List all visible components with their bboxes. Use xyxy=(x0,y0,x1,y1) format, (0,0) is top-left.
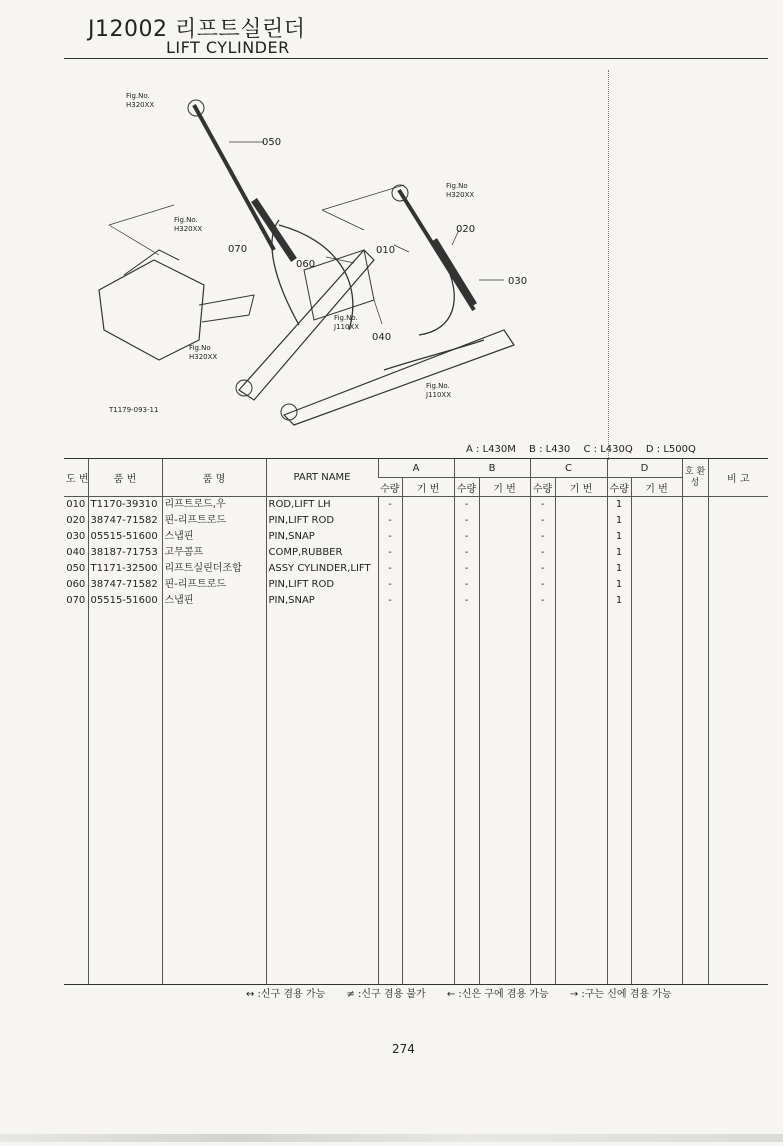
col-qty-a: 수량 xyxy=(378,478,402,497)
qty-b-cell: - xyxy=(454,545,479,561)
scan-edge xyxy=(0,1134,783,1142)
qty-d-cell: 1 xyxy=(607,577,631,593)
page-code-title: J12002 리프트실린더 xyxy=(88,17,306,42)
group-a-header: A xyxy=(378,459,454,478)
link-eye-right xyxy=(281,404,297,420)
qty-a-cell: - xyxy=(378,577,402,593)
ref-cell: 050 xyxy=(66,563,86,574)
table-empty-space xyxy=(64,609,768,985)
col-part-no-header: 품 번 xyxy=(88,459,162,497)
part-name-cell: ASSY CYLINDER,LIFT xyxy=(266,561,378,577)
qty-c-cell: - xyxy=(530,513,555,529)
qty-a-cell: - xyxy=(378,561,402,577)
fig-ref-label: Fig.No. xyxy=(126,92,150,100)
col-code-a: 기 번 xyxy=(402,478,454,497)
qty-d-cell: 1 xyxy=(607,545,631,561)
model-a: A : L430M xyxy=(466,444,516,455)
ref-cell: 040 xyxy=(66,547,86,558)
part-no-cell: 38747-71582 xyxy=(88,513,162,529)
part-name-cell: COMP,RUBBER xyxy=(266,545,378,561)
qty-d-cell: 1 xyxy=(607,497,631,514)
model-d: D : L500Q xyxy=(645,444,696,455)
part-name-cell: ROD,LIFT LH xyxy=(266,497,378,514)
part-name-cell: PIN,SNAP xyxy=(266,593,378,609)
col-part-name-header: PART NAME xyxy=(266,459,378,497)
fig-ref-label: Fig.No. xyxy=(334,314,358,322)
col-code-b: 기 번 xyxy=(479,478,530,497)
qty-d-cell: 1 xyxy=(607,513,631,529)
group-d-header: D xyxy=(607,459,682,478)
col-name-kr-header: 품 명 xyxy=(162,459,266,497)
col-remarks-header: 비 고 xyxy=(708,459,768,497)
name-kr-cell: 핀-리프트로드 xyxy=(162,513,266,529)
qty-a-cell: - xyxy=(378,497,402,514)
qty-b-cell: - xyxy=(454,577,479,593)
footnote-interchangeable: ↔ :신구 겸용 가능 xyxy=(246,989,326,1000)
fig-ref-number: H320XX xyxy=(126,101,155,109)
model-b: B : L430 xyxy=(529,444,571,455)
col-qty-d: 수량 xyxy=(607,478,631,497)
part-no-cell: T1171-32500 xyxy=(88,561,162,577)
callout-070: 070 xyxy=(228,244,248,255)
part-no-cell: 38187-71753 xyxy=(88,545,162,561)
qty-c-cell: - xyxy=(530,593,555,609)
qty-b-cell: - xyxy=(454,513,479,529)
fig-ref-number: H320XX xyxy=(446,191,475,199)
lower-link-right xyxy=(284,330,514,425)
qty-c-cell: - xyxy=(530,561,555,577)
fig-ref-number: J110XX xyxy=(426,391,452,399)
part-no-cell: T1170-39310 xyxy=(88,497,162,514)
diagram-code: T1179-093-11 xyxy=(109,406,159,414)
fig-ref-label: Fig.No xyxy=(189,344,211,352)
group-b-header: B xyxy=(454,459,530,478)
ref-cell: 020 xyxy=(66,515,86,526)
qty-b-cell: - xyxy=(454,561,479,577)
col-ref-header: 도 번 xyxy=(64,459,88,497)
col-compat-header: 호 환 성 xyxy=(682,459,708,497)
part-no-cell: 38747-71582 xyxy=(88,577,162,593)
qty-a-cell: - xyxy=(378,529,402,545)
assembly-arrow xyxy=(384,340,484,370)
col-code-c: 기 번 xyxy=(555,478,607,497)
callout-010: 010 xyxy=(376,245,396,256)
col-code-d: 기 번 xyxy=(631,478,682,497)
qty-a-cell: - xyxy=(378,593,402,609)
ref-cell: 070 xyxy=(66,595,86,606)
name-kr-cell: 스냅핀 xyxy=(162,593,266,609)
parts-table xyxy=(64,458,768,985)
fig-ref-label: Fig.No xyxy=(446,182,468,190)
table-row xyxy=(64,561,768,577)
ref-cell: 010 xyxy=(66,499,86,510)
qty-a-cell: - xyxy=(378,513,402,529)
header-divider xyxy=(64,58,768,59)
callout-020: 020 xyxy=(456,224,476,235)
name-kr-cell: 고무콤프 xyxy=(162,545,266,561)
page-number: 274 xyxy=(392,1042,415,1056)
assembly-arrow xyxy=(419,260,454,335)
col-qty-c: 수량 xyxy=(530,478,555,497)
callout-060: 060 xyxy=(296,259,316,270)
name-kr-cell: 리프트로드,우 xyxy=(162,497,266,514)
table-row xyxy=(64,513,768,529)
table-row xyxy=(64,545,768,561)
hitch-shaft xyxy=(199,295,254,322)
qty-d-cell: 1 xyxy=(607,593,631,609)
qty-a-cell: - xyxy=(378,545,402,561)
footnote-new-to-old: ← :신은 구에 겸용 가능 xyxy=(446,989,549,1000)
fig-ref-label: Fig.No. xyxy=(426,382,450,390)
lift-cylinder-050 xyxy=(194,105,274,250)
qty-d-cell: 1 xyxy=(607,529,631,545)
col-qty-b: 수량 xyxy=(454,478,479,497)
callout-050: 050 xyxy=(262,137,282,148)
name-kr-cell: 핀-리프트로드 xyxy=(162,577,266,593)
name-kr-cell: 스냅핀 xyxy=(162,529,266,545)
group-c-header: C xyxy=(530,459,607,478)
part-name-cell: PIN,LIFT ROD xyxy=(266,513,378,529)
footnote-old-to-new: → :구는 신에 겸용 가능 xyxy=(569,989,672,1000)
qty-c-cell: - xyxy=(530,497,555,514)
fig-ref-number: H320XX xyxy=(174,225,203,233)
table-row xyxy=(64,577,768,593)
model-legend xyxy=(466,444,706,455)
callout-040: 040 xyxy=(372,332,392,343)
ref-cell: 060 xyxy=(66,579,86,590)
table-row xyxy=(64,529,768,545)
qty-b-cell: - xyxy=(454,593,479,609)
fig-ref-number: H320XX xyxy=(189,353,218,361)
part-name-cell: PIN,LIFT ROD xyxy=(266,577,378,593)
page-english-title: LIFT CYLINDER xyxy=(166,38,290,57)
part-no-cell: 05515-51600 xyxy=(88,529,162,545)
model-c: C : L430Q xyxy=(583,444,633,455)
fig-ref-number: J110XX xyxy=(334,323,360,331)
part-no-cell: 05515-51600 xyxy=(88,593,162,609)
qty-c-cell: - xyxy=(530,545,555,561)
table-row xyxy=(64,593,768,609)
fig-ref-label: Fig.No. xyxy=(174,216,198,224)
qty-d-cell: 1 xyxy=(607,561,631,577)
qty-c-cell: - xyxy=(530,529,555,545)
qty-b-cell: - xyxy=(454,497,479,514)
compatibility-legend xyxy=(246,985,690,1000)
ref-cell: 030 xyxy=(66,531,86,542)
part-name-cell: PIN,SNAP xyxy=(266,529,378,545)
name-kr-cell: 리프트실린더조합 xyxy=(162,561,266,577)
qty-b-cell: - xyxy=(454,529,479,545)
table-row xyxy=(64,497,768,514)
qty-c-cell: - xyxy=(530,577,555,593)
exploded-parts-diagram xyxy=(64,60,624,440)
callout-030: 030 xyxy=(508,276,528,287)
ref-leader xyxy=(109,205,174,255)
footnote-not-interchangeable: ≠ :신구 겸용 불가 xyxy=(346,989,426,1000)
